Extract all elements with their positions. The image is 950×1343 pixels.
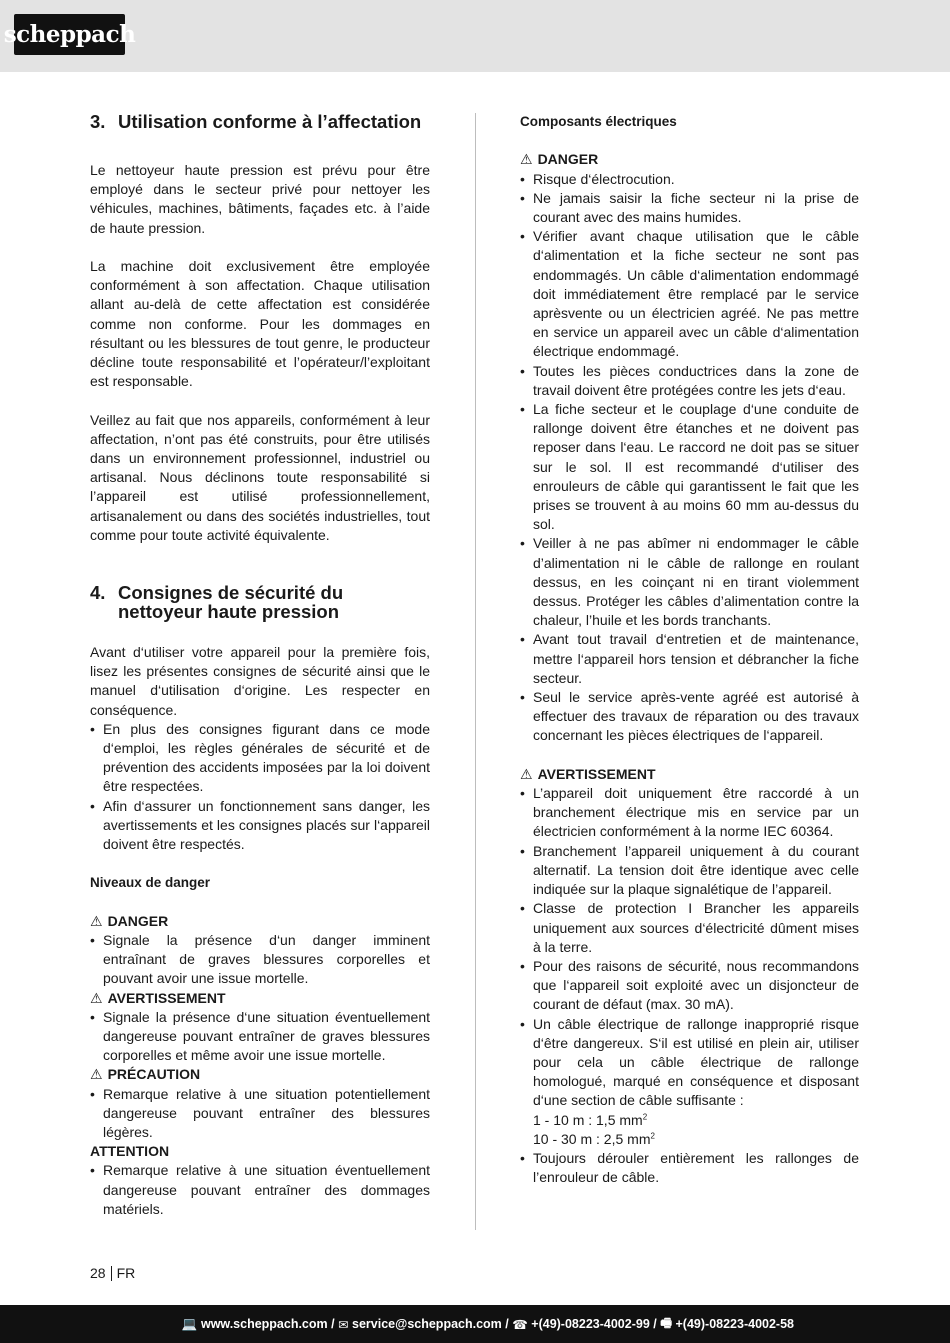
avertissement-label: [90, 989, 430, 1008]
email-link[interactable]: service@scheppach.com: [352, 1317, 502, 1331]
precaution-label: [90, 1065, 430, 1084]
list-item: • Un câble électrique de rallonge inapproprié risque d‘être dangereux. S‘il est utilisé en plein air, utiliser pour cela un câble électrique de rallonge homologué, marqué en conséquence et disposant d‘une section de câble suffisante :: [520, 1015, 859, 1111]
page-number-value: 28: [90, 1265, 106, 1281]
computer-icon: 💻: [181, 1316, 198, 1331]
footer-bar: [0, 1305, 950, 1343]
danger-description: • Signale la présence d‘un danger imminent entraînant de graves blessures corporelles et pouvant avoir une issue mortelle.: [90, 931, 430, 989]
section-3-paragraph: Le nettoyeur haute pression est prévu pour être employé dans le secteur privé pour nettoyer les véhicules, machines, bâtiments, façades etc. à l’aide de haute pression.: [90, 162, 430, 236]
list-item: • Toutes les pièces conductrices dans la zone de travail doivent être protégées contre les jets d‘eau.: [520, 362, 859, 400]
fax-number: +(49)-08223-4002-58: [675, 1317, 794, 1331]
list-item: • La fiche secteur et le couplage d‘une conduite de rallonge doivent être étanches et ne doivent pas reposer dans l‘eau. Le raccord ne doit pas se situer sur le sol. Il est recommandé d‘utiliser des enrouleurs de câble qui garantissent le fait que les prises se trouvent à au moins 60 mm au-dessus du sol.: [520, 400, 859, 534]
avertissement-label-text: AVERTISSEMENT: [107, 989, 226, 1006]
danger-label: [90, 912, 430, 931]
cable-spec-line: [520, 1111, 859, 1130]
right-column: [520, 112, 859, 1187]
list-item: • Ne jamais saisir la fiche secteur ni la prise de courant avec des mains humides.: [520, 189, 859, 227]
list-item: • Pour des raisons de sécurité, nous recommandons que l‘appareil soit exploité avec un disjoncteur de courant de défaut (max. 30 mA).: [520, 957, 859, 1015]
left-column: [90, 112, 430, 1219]
language-code: FR: [116, 1265, 136, 1281]
section-3-paragraph: Veillez au fait que nos appareils, conformément à leur affectation, n’ont pas été construits, pour être utilisés dans un environnement professionnel, industriel ou artisanal. Nous déclinons toute responsabilité si l’appareil est utilisé professionnellement, artisanalement ou dans des sociétés industrielles, tout comme pour toute activité équivalente.: [90, 411, 430, 543]
section-3-paragraph: La machine doit exclusivement être employée conformément à son affectation. Chaque utilisation allant au-delà de cette affectation est considérée comme non conforme. Pour les dommages en résultant ou les blessures de tout genre, le producteur décline toute responsabilité et l’opérateur/l’exploitant est responsable.: [90, 258, 430, 390]
cable-spec-line: [520, 1130, 859, 1149]
page-separator: [111, 1266, 112, 1281]
electrical-components-heading: Composants électriques: [520, 114, 677, 129]
separator: /: [649, 1317, 661, 1331]
section-3-number: 3.: [90, 111, 106, 132]
list-item: • Branchement l’appareil uniquement à du courant alternatif. La tension doit être identique avec celle indiquée sur la plaque signalétique de l’appareil.: [520, 842, 859, 900]
column-divider: [475, 113, 476, 1230]
list-item: • En plus des consignes figurant dans ce mode d‘emploi, les règles générales de sécurité et de prévention des accidents imposées par la loi doivent être respectées.: [90, 720, 430, 797]
danger-label-text: DANGER: [537, 151, 599, 168]
danger-label: [520, 150, 859, 169]
avertissement-description: • Signale la présence d‘une situation éventuellement dangereuse pouvant entraîner de graves blessures corporelles et même avoir une issue mortelle.: [90, 1008, 430, 1066]
list-item: • Vérifier avant chaque utilisation que le câble d‘alimentation et la fiche secteur ne sont pas endommagés. Un câble d‘alimentation endommagé doit immédiatement être remplacé par le service aprèsvente ou un électricien agréé. Ne pas mettre en service un appareil avec un câble d‘alimentation électrique endommagé.: [520, 227, 859, 361]
section-4-bullets: [90, 720, 430, 854]
attention-label: ATTENTION: [90, 1143, 170, 1160]
warning-triangle-icon: ⚠: [520, 765, 533, 782]
list-item: • L’appareil doit uniquement être raccordé à un branchement électrique mis en service par un électricien conformément à la norme IEC 60364.: [520, 784, 859, 842]
superscript: 2: [642, 1111, 648, 1121]
list-item: • Afin d‘assurer un fonctionnement sans danger, les avertissements et les consignes placés sur l‘appareil doivent être respectés.: [90, 797, 430, 855]
avertissement-label: [520, 765, 859, 784]
list-item: • Avant tout travail d‘entretien et de maintenance, mettre l‘appareil hors tension et débrancher la fiche secteur.: [520, 630, 859, 688]
mail-icon: ✉: [338, 1317, 349, 1332]
page-number: [90, 1265, 135, 1281]
section-4-number: 4.: [90, 582, 106, 604]
phone-icon: ☎: [512, 1317, 528, 1332]
section-4-intro: Avant d‘utiliser votre appareil pour la première fois, lisez les présentes consignes de sécurité ainsi que le manuel d‘utilisation d‘origine. Les respecter en conséquence.: [90, 644, 430, 718]
precaution-description: • Remarque relative à une situation potentiellement dangereuse pouvant entraîner des blessures légères.: [90, 1085, 430, 1143]
phone-number[interactable]: +(49)-08223-4002-99: [531, 1317, 650, 1331]
list-item: • Classe de protection I Brancher les appareils uniquement aux sources d‘électricité dûment mises à la terre.: [520, 899, 859, 957]
section-4-heading: [90, 583, 430, 621]
fax-icon: 🖷: [660, 1315, 673, 1330]
header-bar: [0, 0, 950, 72]
section-3-title: Utilisation conforme à l’affectation: [118, 111, 422, 132]
scheppach-logo: scheppach: [14, 14, 125, 55]
attention-description: • Remarque relative à une situation éventuellement dangereuse pouvant entraîner des dommages matériels.: [90, 1161, 430, 1219]
danger-label-text: DANGER: [107, 912, 169, 929]
danger-list: [520, 170, 859, 746]
list-item: • Veiller à ne pas abîmer ni endommager le câble d’alimentation ni le câble de rallonge en roulant dessus, en les coinçant ni en tirant violemment dessus. Protéger les câbles d’alimentation contre la chaleur, l’huile et les bords tranchants.: [520, 534, 859, 630]
cable-spec-text: 10 - 30 m : 2,5 mm: [533, 1130, 651, 1147]
list-item: • Risque d‘électrocution.: [520, 170, 859, 189]
avertissement-label-text: AVERTISSEMENT: [537, 765, 656, 782]
list-item: • Toujours dérouler entièrement les rallonges de l’enrouleur de câble.: [520, 1149, 859, 1187]
warning-triangle-icon: ⚠: [90, 912, 103, 929]
warning-triangle-icon: ⚠: [90, 1066, 103, 1083]
separator: /: [501, 1317, 513, 1331]
section-4-title: Consignes de sécurité du nettoyeur haute pression: [118, 582, 344, 623]
website-link[interactable]: www.scheppach.com: [200, 1317, 328, 1331]
section-3-heading: [90, 112, 430, 131]
separator: /: [327, 1317, 339, 1331]
warning-triangle-icon: ⚠: [520, 151, 533, 168]
list-item: • Seul le service après-vente agréé est autorisé à effectuer des travaux de réparation ou des travaux concernant les pièces électriques de l‘appareil.: [520, 688, 859, 746]
superscript: 2: [650, 1131, 655, 1141]
danger-levels-heading: Niveaux de danger: [90, 875, 211, 891]
warning-triangle-icon: ⚠: [90, 989, 103, 1006]
precaution-label-text: PRÉCAUTION: [107, 1066, 201, 1083]
avertissement-list: [520, 784, 859, 1110]
cable-spec-text: 1 - 10 m : 1,5 mm: [533, 1111, 643, 1128]
